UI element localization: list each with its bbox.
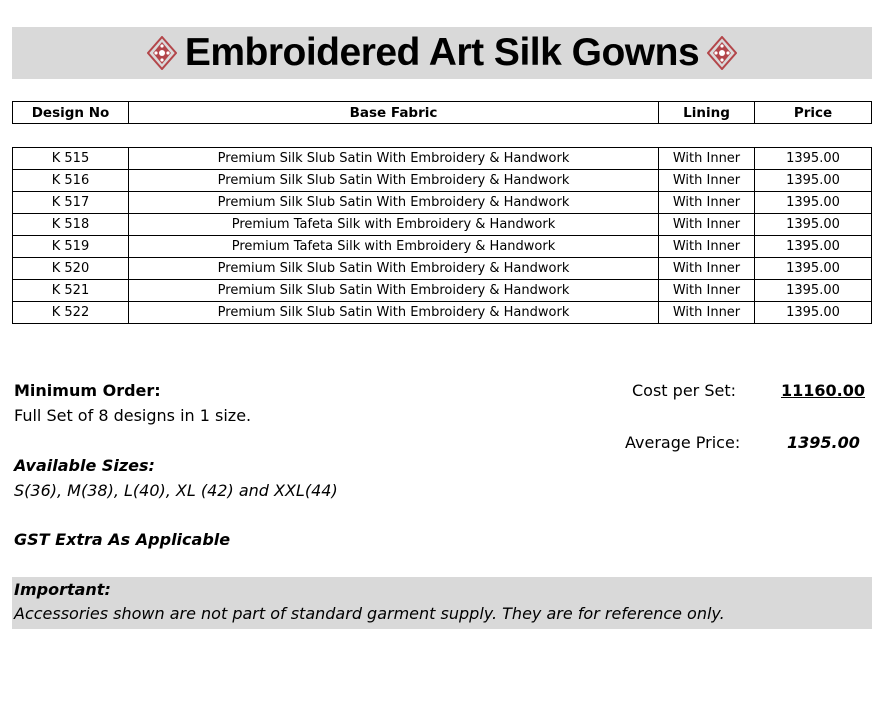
cell-lining: With Inner [659,170,755,192]
table-row [13,170,872,192]
cell-lining: With Inner [659,280,755,302]
column-header-lining: Lining [659,102,755,124]
table-row [13,214,872,236]
important-label: Important: [14,580,111,599]
cell-lining: With Inner [659,258,755,280]
cell-price: 1395.00 [755,302,872,324]
average-price-value: 1395.00 [787,433,860,452]
cell-price: 1395.00 [755,170,872,192]
title-banner [12,27,872,79]
cell-price: 1395.00 [755,192,872,214]
column-header-design: Design No [13,102,129,124]
minimum-order-label: Minimum Order: [14,381,161,400]
cell-design-no: K 515 [13,148,129,170]
cell-design-no: K 520 [13,258,129,280]
cell-lining: With Inner [659,214,755,236]
cell-price: 1395.00 [755,236,872,258]
table-row [13,302,872,324]
ornament-right-icon [707,36,737,70]
cell-price: 1395.00 [755,280,872,302]
table-row [13,236,872,258]
cell-lining: With Inner [659,192,755,214]
available-sizes-text: S(36), M(38), L(40), XL (42) and XXL(44) [14,481,338,500]
ornament-left-icon [147,36,177,70]
cell-design-no: K 517 [13,192,129,214]
cell-base-fabric: Premium Tafeta Silk with Embroidery & Handwork [129,214,659,236]
cell-base-fabric: Premium Silk Slub Satin With Embroidery & Handwork [129,170,659,192]
page-title: Embroidered Art Silk Gowns [184,31,700,74]
table-row [13,148,872,170]
cell-base-fabric: Premium Silk Slub Satin With Embroidery & Handwork [129,258,659,280]
cell-price: 1395.00 [755,258,872,280]
table-row [13,258,872,280]
table-row [13,280,872,302]
minimum-order-text: Full Set of 8 designs in 1 size. [14,406,252,425]
cell-lining: With Inner [659,148,755,170]
cell-base-fabric: Premium Silk Slub Satin With Embroidery & Handwork [129,280,659,302]
cost-per-set-label: Cost per Set: [632,381,736,400]
column-header-fabric: Base Fabric [129,102,659,124]
cell-base-fabric: Premium Silk Slub Satin With Embroidery & Handwork [129,148,659,170]
cell-lining: With Inner [659,236,755,258]
average-price-label: Average Price: [625,433,741,452]
cell-design-no: K 519 [13,236,129,258]
product-table [12,147,872,324]
cell-design-no: K 518 [13,214,129,236]
cell-price: 1395.00 [755,148,872,170]
cell-design-no: K 522 [13,302,129,324]
column-header-price: Price [755,102,872,124]
cell-base-fabric: Premium Silk Slub Satin With Embroidery & Handwork [129,192,659,214]
cell-base-fabric: Premium Tafeta Silk with Embroidery & Handwork [129,236,659,258]
cell-price: 1395.00 [755,214,872,236]
important-text: Accessories shown are not part of standard garment supply. They are for reference only. [14,604,725,623]
cost-per-set-value: 11160.00 [781,381,866,400]
cell-design-no: K 521 [13,280,129,302]
cell-lining: With Inner [659,302,755,324]
header-row [13,102,872,124]
table-header [12,101,872,124]
gst-note: GST Extra As Applicable [14,530,231,549]
cell-design-no: K 516 [13,170,129,192]
cell-base-fabric: Premium Silk Slub Satin With Embroidery & Handwork [129,302,659,324]
available-sizes-label: Available Sizes: [14,456,155,475]
table-row [13,192,872,214]
